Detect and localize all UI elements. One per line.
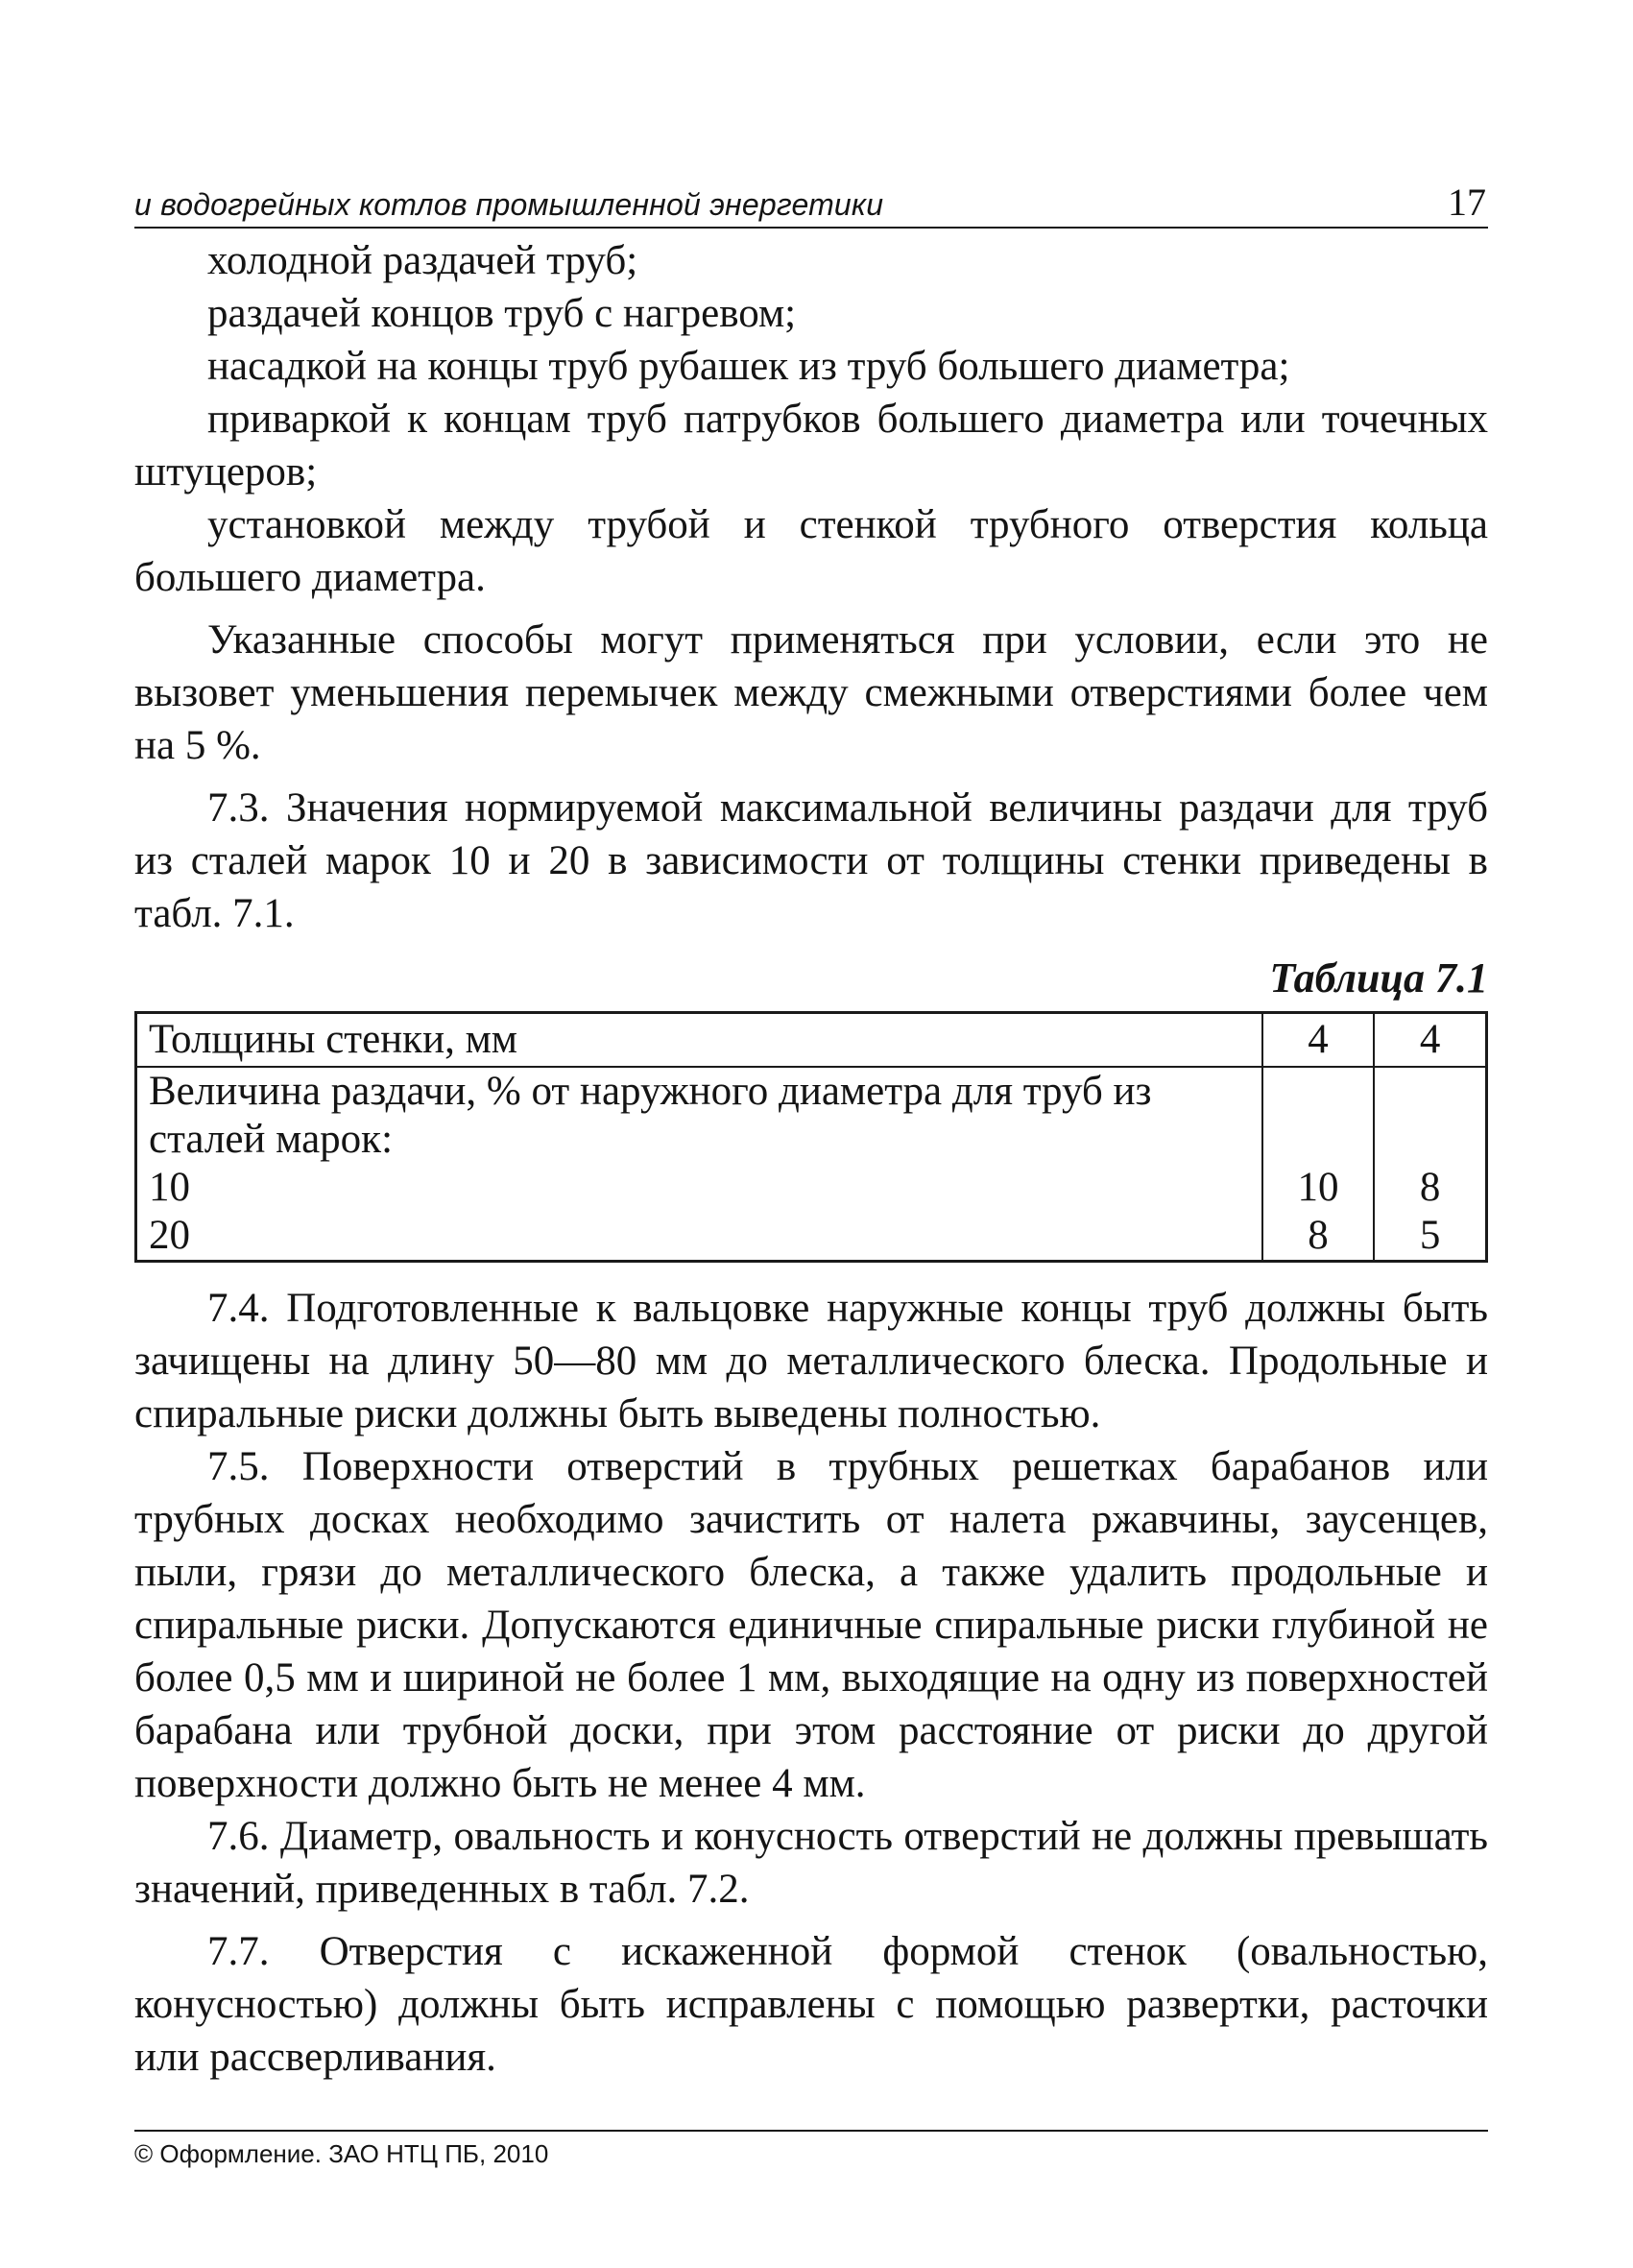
footer-divider bbox=[134, 2130, 1488, 2132]
paragraph-7-6: 7.6. Диаметр, овальность и конусность отверстий не должны превышать значений, приведенных в табл. 7.2. bbox=[134, 1814, 1488, 1912]
running-header-title: и водогрейных котлов промышленной энергетики bbox=[134, 187, 884, 222]
expansion-table bbox=[134, 1011, 1488, 1263]
footer-copyright: © Оформление. ЗАО НТЦ ПБ, 2010 bbox=[134, 2139, 549, 2168]
paragraph-7-4: 7.4. Подготовленные к вальцовке наружные концы труб должны быть зачищены на длину 50—80 мм до металлического блеска. Продольные и спиральные риски должны быть выведены полностью. bbox=[134, 1286, 1488, 1436]
list-item-nozzle-welding: приваркой к концам труб патрубков большего диаметра или точечных штуцеров; bbox=[134, 397, 1488, 495]
table-grade-label: 10 bbox=[136, 1164, 1262, 1212]
list-item-sleeve-fitting: насадкой на концы труб рубашек из труб большего диаметра; bbox=[207, 344, 1290, 389]
table-header-row bbox=[136, 1013, 1487, 1068]
list-item-cold-expansion: холодной раздачей труб; bbox=[207, 238, 638, 283]
page-number: 17 bbox=[1448, 181, 1486, 224]
table-row bbox=[136, 1164, 1487, 1212]
table-header-value: 4 bbox=[1262, 1013, 1375, 1068]
table-row-label: Величина раздачи, % от наружного диаметра для труб из сталей марок: bbox=[136, 1067, 1262, 1164]
list-item-ring-installation: установкой между трубой и стенкой трубного отверстия кольца большего диаметра. bbox=[134, 502, 1488, 600]
body-text bbox=[134, 234, 1488, 2084]
table-header-value: 4 bbox=[1374, 1013, 1486, 1068]
table-cell: 8 bbox=[1374, 1164, 1486, 1212]
table-caption: Таблица 7.1 bbox=[1269, 954, 1488, 1001]
paragraph-7-3: 7.3. Значения нормируемой максимальной величины раздачи для труб из сталей марок 10 и 20 в зависимости от толщины стенки приведены в табл. 7.1. bbox=[134, 785, 1488, 936]
table-cell: 10 bbox=[1262, 1164, 1375, 1212]
table-row bbox=[136, 1067, 1487, 1164]
paragraph-7-5: 7.5. Поверхности отверстий в трубных решетках барабанов или трубных досках необходимо зачистить от налета ржавчины, заусенцев, пыли, грязи до металлического блеска, а также удалить продольные и спиральные риски. Допускаются единичные спиральные риски глубиной не более 0,5 мм и шириной не более 1 мм, выходящие на одну из поверхностей барабана или трубной доски, при этом расстояние от риски до другой поверхности должно быть не менее 4 мм. bbox=[134, 1444, 1488, 1806]
table-cell-empty bbox=[1374, 1067, 1486, 1164]
running-header bbox=[134, 182, 1488, 229]
paragraph-7-7: 7.7. Отверстия с искаженной формой стенок (овальностью, конусностью) должны быть исправлены с помощью развертки, расточки или рассверливания. bbox=[134, 1929, 1488, 2080]
table-grade-label: 20 bbox=[136, 1212, 1262, 1262]
list-item-hot-expansion: раздачей концов труб с нагревом; bbox=[207, 291, 797, 336]
table-cell-empty bbox=[1262, 1067, 1375, 1164]
paragraph-methods-condition: Указанные способы могут применяться при условии, если это не вызовет уменьшения перемычек между смежными отверстиями более чем на 5 %. bbox=[134, 617, 1488, 768]
table-cell: 8 bbox=[1262, 1212, 1375, 1262]
table-header-label: Толщины стенки, мм bbox=[136, 1013, 1262, 1068]
table-row bbox=[136, 1212, 1487, 1262]
table-cell: 5 bbox=[1374, 1212, 1486, 1262]
